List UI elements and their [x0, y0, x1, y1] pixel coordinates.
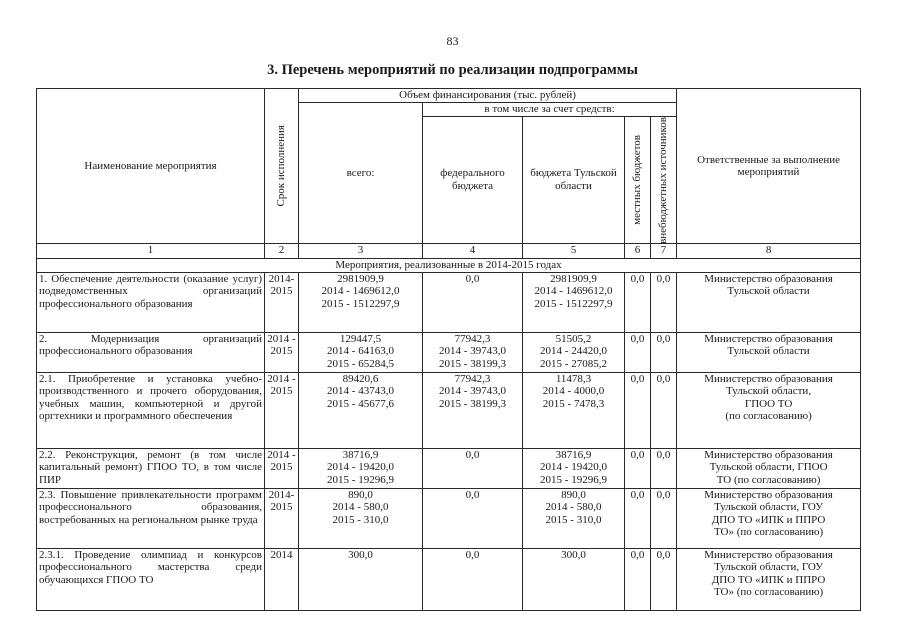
- federal-cell: 77942,3 2014 - 39743,0 2015 - 38199,3: [423, 332, 523, 372]
- measure-name: 2.1. Приобретение и установка учебно-производственного и прочего оборудования, учебных машин, компьютерной и другой оргтехники и программного обеспечения: [37, 372, 265, 448]
- measure-term: 2014-2015: [265, 272, 299, 332]
- local-cell: 0,0: [625, 448, 651, 488]
- measure-name: 2.3.1. Проведение олимпиад и конкурсов профессионального мастерства среди обучающихся ГПОО ТО: [37, 548, 265, 610]
- total-cell: 890,0 2014 - 580,0 2015 - 310,0: [299, 488, 423, 548]
- header-total: всего:: [299, 103, 423, 244]
- federal-cell: 77942,3 2014 - 39743,0 2015 - 38199,3: [423, 372, 523, 448]
- table-row: [37, 488, 861, 548]
- header-local: местных бюджетов: [625, 116, 651, 244]
- extra-cell: 0,0: [651, 332, 677, 372]
- measure-name: 2.2. Реконструкция, ремонт (в том числе капитальный ремонт) ГПОО ТО, в том числе ПИР: [37, 448, 265, 488]
- responsible-cell: Министерство образования Тульской области, ГПОО ТО (по согласованию): [677, 448, 861, 488]
- measure-term: 2014 - 2015: [265, 448, 299, 488]
- header-regional: бюджета Тульской области: [523, 116, 625, 244]
- header-term: Срок исполнения: [265, 89, 299, 244]
- measure-term: 2014 - 2015: [265, 372, 299, 448]
- federal-cell: 0,0: [423, 448, 523, 488]
- responsible-cell: Министерство образования Тульской области: [677, 272, 861, 332]
- measure-name: 2.3. Повышение привлекательности программ профессионального образования, востребованных на региональном рынке труда: [37, 488, 265, 548]
- measure-term: 2014: [265, 548, 299, 610]
- col-number: 7: [651, 244, 677, 259]
- local-cell: 0,0: [625, 488, 651, 548]
- measure-term: 2014-2015: [265, 488, 299, 548]
- regional-cell: 2981909,9 2014 - 1469612,0 2015 - 1512297,9: [523, 272, 625, 332]
- regional-cell: 11478,3 2014 - 4000,0 2015 - 7478,3: [523, 372, 625, 448]
- header-including: в том числе за счет средств:: [423, 103, 677, 117]
- extra-cell: 0,0: [651, 372, 677, 448]
- regional-cell: 890,0 2014 - 580,0 2015 - 310,0: [523, 488, 625, 548]
- measure-name: 1. Обеспечение деятельности (оказание услуг) подведомственных организаций профессионального образования: [37, 272, 265, 332]
- federal-cell: 0,0: [423, 548, 523, 610]
- responsible-cell: Министерство образования Тульской области, ГПОО ТО (по согласованию): [677, 372, 861, 448]
- col-number: 1: [37, 244, 265, 259]
- header-responsible: Ответственные за выполнение мероприятий: [677, 89, 861, 244]
- responsible-cell: Министерство образования Тульской области, ГОУ ДПО ТО «ИПК и ППРО ТО» (по согласованию): [677, 488, 861, 548]
- total-cell: 38716,9 2014 - 19420,0 2015 - 19296,9: [299, 448, 423, 488]
- federal-cell: 0,0: [423, 272, 523, 332]
- table-row: [37, 448, 861, 488]
- total-cell: 2981909,9 2014 - 1469612,0 2015 - 1512297,9: [299, 272, 423, 332]
- local-cell: 0,0: [625, 332, 651, 372]
- column-numbers-row: [37, 244, 861, 259]
- extra-cell: 0,0: [651, 448, 677, 488]
- table-row: [37, 548, 861, 610]
- regional-cell: 300,0: [523, 548, 625, 610]
- local-cell: 0,0: [625, 272, 651, 332]
- col-number: 5: [523, 244, 625, 259]
- regional-cell: 51505,2 2014 - 24420,0 2015 - 27085,2: [523, 332, 625, 372]
- table-row: [37, 272, 861, 332]
- total-cell: 129447,5 2014 - 64163,0 2015 - 65284,5: [299, 332, 423, 372]
- col-number: 3: [299, 244, 423, 259]
- extra-cell: 0,0: [651, 488, 677, 548]
- federal-cell: 0,0: [423, 488, 523, 548]
- responsible-cell: Министерство образования Тульской области, ГОУ ДПО ТО «ИПК и ППРО ТО» (по согласованию): [677, 548, 861, 610]
- header-funding: Объем финансирования (тыс. рублей): [299, 89, 677, 103]
- table-row: [37, 372, 861, 448]
- local-cell: 0,0: [625, 548, 651, 610]
- measures-table: [36, 88, 861, 611]
- col-number: 8: [677, 244, 861, 259]
- header-extra: внебюджетных источников: [651, 116, 677, 244]
- header-federal: федерального бюджета: [423, 116, 523, 244]
- section-title: Мероприятия, реализованные в 2014-2015 годах: [37, 259, 861, 273]
- measure-name: 2. Модернизация организаций профессионального образования: [37, 332, 265, 372]
- document-title: 3. Перечень мероприятий по реализации подпрограммы: [267, 62, 638, 78]
- measure-term: 2014 - 2015: [265, 332, 299, 372]
- col-number: 6: [625, 244, 651, 259]
- extra-cell: 0,0: [651, 272, 677, 332]
- total-cell: 89420,6 2014 - 43743,0 2015 - 45677,6: [299, 372, 423, 448]
- local-cell: 0,0: [625, 372, 651, 448]
- col-number: 4: [423, 244, 523, 259]
- page-number: 83: [446, 34, 459, 48]
- extra-cell: 0,0: [651, 548, 677, 610]
- header-name: Наименование мероприятия: [37, 89, 265, 244]
- table-row: [37, 332, 861, 372]
- regional-cell: 38716,9 2014 - 19420,0 2015 - 19296,9: [523, 448, 625, 488]
- col-number: 2: [265, 244, 299, 259]
- responsible-cell: Министерство образования Тульской области: [677, 332, 861, 372]
- total-cell: 300,0: [299, 548, 423, 610]
